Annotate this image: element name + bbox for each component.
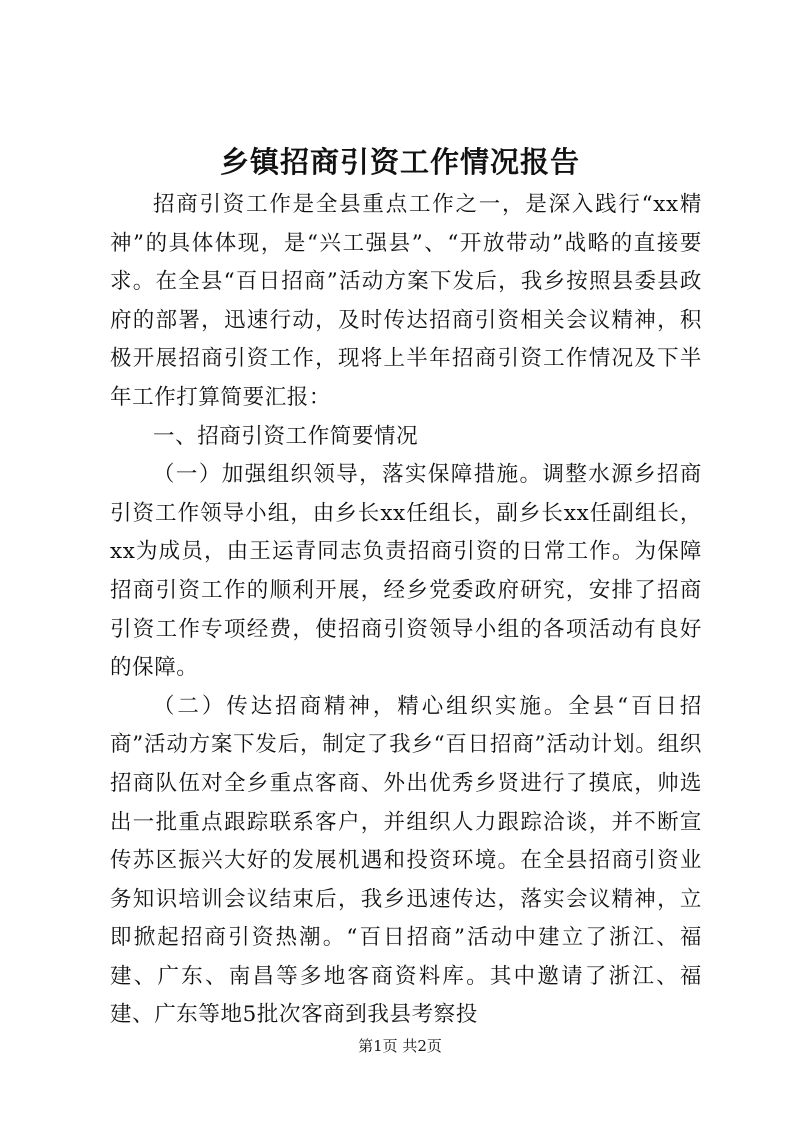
page-footer: 第1页 共2页: [358, 1037, 442, 1055]
paragraph-implementation: （二）传达招商精神，精心组织实施。全县“百日招商”活动方案下发后，制定了我乡“百日招商”活动计划。组织招商队伍对全乡重点客商、外出优秀乡贤进行了摸底，帅选出一批重点跟踪联系客户，并组织人力跟踪洽谈，并不断宣传苏区振兴大好的发展机遇和投资环境。在全县招商引资业务知识培训会议结束后，我乡迅速传达，落实会议精神，立即掀起招商引资热潮。“百日招商”活动中建立了浙江、福建、广东、南昌等多地客商资料库。其中邀请了浙江、福建、广东等地5批次客商到我县考察投: [110, 693, 702, 1028]
document-body: [110, 186, 702, 1035]
paragraph-organization: （一）加强组织领导，落实保障措施。调整水源乡招商引资工作领导小组，由乡长xx任组长，副乡长xx任副组长，xx为成员，由王运青同志负责招商引资的日常工作。为保障招商引资工作的顺利开展，经乡党委政府研究，安排了招商引资工作专项经费，使招商引资领导小组的各项活动有良好的保障。: [110, 462, 702, 681]
document-title: 乡镇招商引资工作情况报告: [219, 145, 580, 179]
section-heading: 一、招商引资工作简要情况: [153, 423, 419, 449]
paragraph-intro: 招商引资工作是全县重点工作之一，是深入践行“xx精神”的具体体现，是“兴工强县”、“开放带动”战略的直接要求。在全县“百日招商”活动方案下发后，我乡按照县委县政府的部署，迅速行动，及时传达招商引资相关会议精神，积极开展招商引资工作，现将上半年招商引资工作情况及下半年工作打算简要汇报：: [110, 192, 702, 410]
